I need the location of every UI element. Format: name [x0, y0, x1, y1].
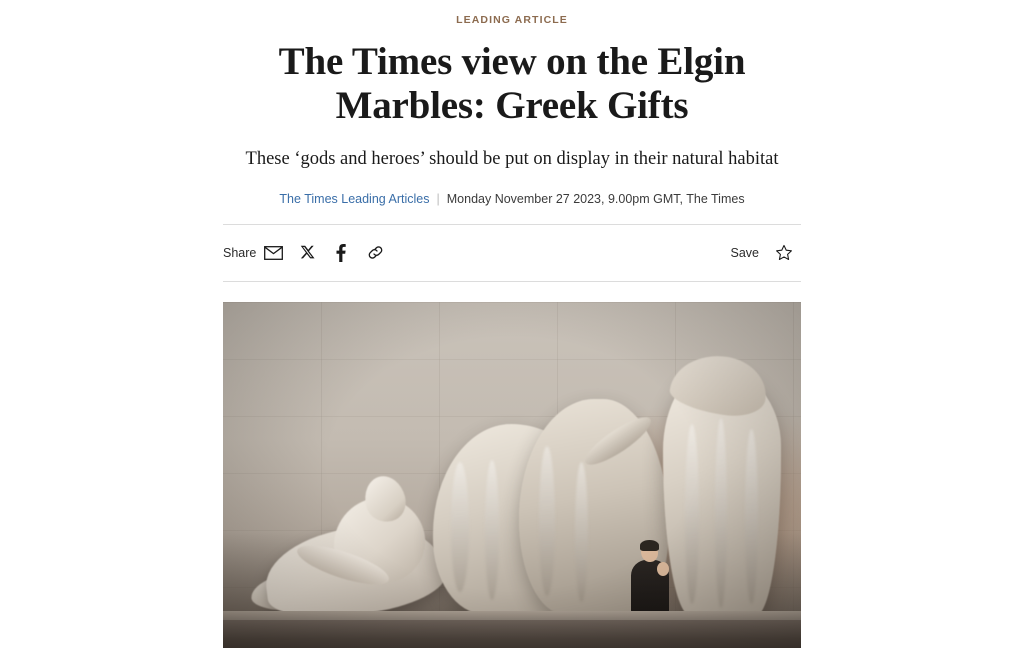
byline [223, 192, 801, 206]
share-save-toolbar [223, 225, 801, 282]
save-group [731, 238, 802, 268]
drapery-fold [685, 424, 699, 604]
person-in-photo [627, 542, 671, 614]
article-container [223, 0, 801, 654]
elgin-marbles-photo [223, 302, 801, 654]
byline-separator: | [436, 191, 440, 206]
plinth-top-edge [223, 611, 801, 620]
person-hand [657, 562, 669, 576]
star-outline-icon[interactable] [767, 238, 801, 268]
drapery-fold [575, 462, 588, 602]
drapery-fold [715, 418, 727, 608]
person-hair [640, 540, 659, 551]
drapery-fold [451, 462, 469, 592]
page-title: The Times view on the Elgin Marbles: Greek Gifts [278, 40, 746, 128]
byline-timestamp: Monday November 27 2023, 9.00pm GMT, The Times [446, 191, 745, 206]
byline-author-link[interactable]: The Times Leading Articles [279, 191, 430, 206]
link-icon[interactable] [358, 238, 392, 268]
email-icon[interactable] [256, 238, 290, 268]
article-kicker: LEADING ARTICLE [456, 14, 568, 26]
drapery-fold [539, 446, 555, 596]
drapery-fold [485, 460, 499, 600]
x-twitter-icon[interactable] [290, 238, 324, 268]
save-label: Save [730, 245, 759, 260]
share-group [223, 238, 392, 268]
article-standfirst: These ‘gods and heroes’ should be put on display in their natural habitat [245, 148, 779, 169]
page-bottom-edge [14, 648, 1010, 654]
page-left-margin [14, 0, 28, 654]
facebook-icon[interactable] [324, 238, 358, 268]
drapery-fold [745, 429, 758, 604]
share-label: Share [223, 245, 257, 260]
page-right-margin [996, 0, 1010, 654]
